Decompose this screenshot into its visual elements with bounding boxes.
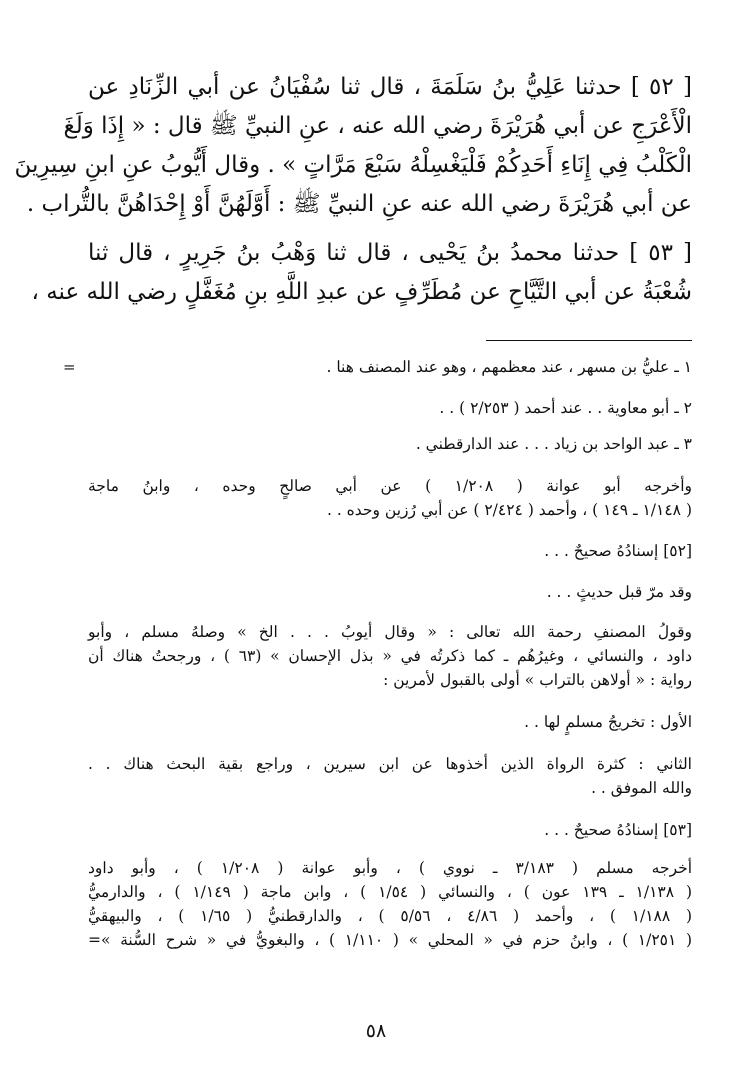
hadith-52-line-4: عن أبي هُرَيْرَةَ رضي الله عنه عنِ النبيِّ ﷺ : أَوَّلَهُنَّ أَوْ إِحْدَاهُنَّ بالتُّراب .: [26, 191, 692, 217]
main-text-53: [31, 234, 692, 312]
main-text: [14, 68, 692, 224]
footnote-line: رواية : « أولاهن بالتراب » أولى بالقبول لأمرين :: [383, 671, 692, 689]
footnote-block-7: [88, 620, 692, 692]
hadith-53-line-1: [ ٥٣ ] حدثنا محمدُ بنُ يَحْيى ، قال ثنا وَهْبُ بنُ جَرِيرٍ ، قال ثنا: [88, 240, 692, 266]
footnote-block-6: [88, 580, 692, 604]
footnote-line: داود ، والنسائي ، وغيرُهُم ـ كما ذكرتُه في « بذل الإحسان » (٦٣ ) ، ورجحتُ هناك أن: [88, 647, 692, 665]
footnote-separator: [486, 340, 692, 341]
footnote-block-9: [88, 752, 692, 800]
footnote-block-2: [88, 396, 692, 420]
footnote-line: ( ١/٢٥١ ) ، وابنُ حزم في « المحلي » ( ١/١١٠ ) ، والبغويُّ في « شرح السُّنة »=: [88, 931, 692, 949]
hadith-52-line-2: الْأَعْرَجِ عن أبي هُرَيْرَةَ رضي الله عنه ، عنِ النبيِّ ﷺ قال : « إِذَا وَلَغَ: [63, 113, 692, 139]
footnote-block-10: [88, 818, 692, 842]
footnote-line: [٥٣] إسنادُهُ صحيحٌ . . .: [544, 821, 692, 839]
footnote-line: ( ١/١٨٨ ) ، وأحمد ( ٤/٨٦ ، ٥/٥٦ ) ، والدارقطنيُّ ( ١/٦٥ ) ، والبيهقيُّ: [88, 907, 693, 925]
footnote-line: أخرجه مسلم ( ٣/١٨٣ ـ نووي ) ، وأبو عوانة ( ١/٢٠٨ ) ، وأبو داود: [88, 859, 693, 877]
footnote-line: والله الموفق . .: [591, 779, 692, 797]
footnote-line: الأول : تخريجُ مسلمٍ لها . .: [524, 713, 692, 731]
footnote-line: وأخرجه أبو عوانة ( ١/٢٠٨ ) عن أبي صالحٍ وحده ، وابنُ ماجة: [88, 477, 692, 495]
footnote-line: الثاني : كثرة الرواة الذين أخذوها عن ابن سيرين ، وراجع بقية البحث هناك . .: [88, 755, 692, 773]
footnotes: [88, 355, 692, 379]
footnote-block-4: [88, 474, 692, 522]
footnote-line: وقد مرّ قبل حديثٍ . . .: [546, 583, 692, 601]
hadith-53-line-2: شُعْبَةُ عن أبي التَّيَّاحِ عن مُطَرِّفٍ عن عبدِ اللَّهِ بنِ مُغَفَّلٍ رضي الله عنه ،: [31, 279, 692, 305]
footnote-line: وقولُ المصنفِ رحمة الله تعالى : « وقال أيوبُ . . . الخ » وصلهُ مسلم ، وأبو: [88, 623, 692, 641]
footnote-block-5: [88, 539, 692, 563]
footnote-line: ٣ ـ عبد الواحد بن زياد . . . عند الدارقطني .: [415, 435, 692, 453]
footnote-line: ( ١/١٤٨ ـ ١٤٩ ) ، وأحمد ( ٢/٤٢٤ ) عن أبي رُزين وحده . .: [326, 501, 692, 519]
continuation-mark: =: [63, 358, 76, 376]
page-number: ٥٨: [365, 1020, 387, 1042]
footnote-line: [٥٢] إسنادُهُ صحيحٌ . . .: [544, 542, 692, 560]
footnote-block-8: [88, 710, 692, 734]
hadith-52-line-1: [ ٥٢ ] حدثنا عَلِيُّ بنُ سَلَمَةَ ، قال ثنا سُفْيَانُ عن أبي الزِّنَادِ عن: [88, 74, 692, 100]
footnote-line: ٢ ـ أبو معاوية . . عند أحمد ( ٢/٢٥٣ ) . .: [439, 399, 692, 417]
footnote-block-11: [88, 856, 692, 952]
hadith-52-line-3: الْكَلْبُ فِي إِنَاءِ أَحَدِكُمْ فَلْيَغْسِلْهُ سَبْعَ مَرَّاتٍ » . وقال أَيُّوبُ عنِ ابنِ سِيرِينَ: [14, 152, 692, 178]
footnote-block-3: [88, 432, 692, 456]
footnote-line: ( ١/١٣٨ ـ ١٣٩ عون ) ، والنسائي ( ١/٥٤ ) ، وابن ماجة ( ١/١٤٩ ) ، والدارميُّ: [88, 883, 692, 901]
footnote-line: ١ ـ عليُّ بن مسهر ، عند معظمهم ، وهو عند المصنف هنا .: [326, 358, 692, 376]
